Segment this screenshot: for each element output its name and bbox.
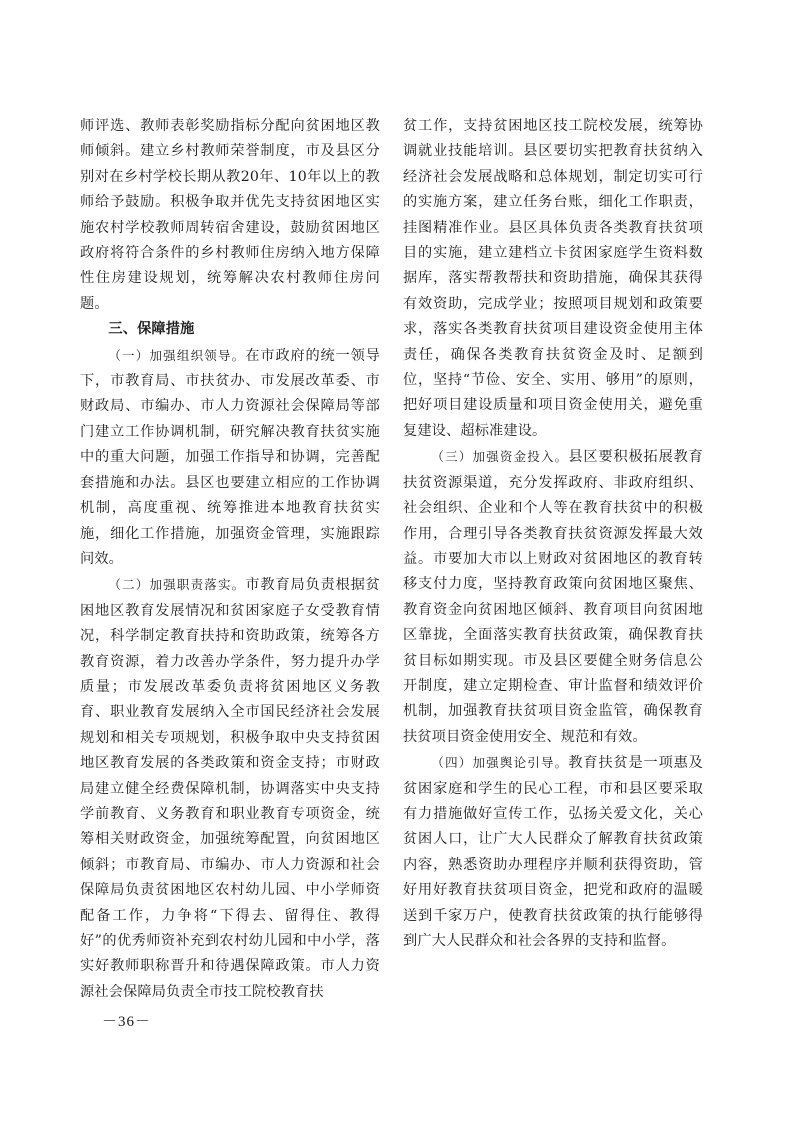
paragraph-body: 教育扶贫是一项惠及贫困家庭和学生的民心工程，市和县区要采取有力措施做好宣传工作，弘扬关爱文化，关心贫困人口，让广大人民群众了解教育扶贫政策内容，熟悉资助办理程序并顺利获得资助，管好用好教育扶贫项目资金，把党和政府的温暖送到千家万户，使教育扶贫政策的执行能够得到广大人民群众和社会各界的支持和监督。 xyxy=(403,755,703,949)
paragraph: 贫工作，支持贫困地区技工院校发展，统筹协调就业技能培训。县区要切实把教育扶贫纳入经济社会发展战略和总体规划，制定切实可行的实施方案，建立任务台账，细化工作职责，挂图精准作业。县区具体负责各类教育扶贫项目的实施，建立建档立卡贫困家庭学生资料数据库，落实帮教帮扶和资助措施，确保其获得有效资助，完成学业；按照项目规划和政策要求，落实各类教育扶贫项目建设资金使用主体责任，确保各类教育扶贫资金及时、足额到位，坚持“节俭、安全、实用、够用”的原则，把好项目建设质量和项目资金使用关，避免重复建设、超标准建设。 xyxy=(403,118,703,439)
right-column xyxy=(403,114,703,954)
subsection-title: （二）加强职责落实。 xyxy=(108,577,246,593)
paragraph xyxy=(403,444,703,750)
paragraph-body: 市教育局负责根据贫困地区教育发展情况和贫困家庭子女受教育情况，科学制定教育扶持和资助政策，统筹各方教育资源，着力改善办学条件，努力提升办学质量；市发展改革委负责将贫困地区义务教育、职业教育发展纳入全市国民经济社会发展规划和相关专项规划，积极争取中央支持贫困地区教育发展的各类政策和资金支持；市财政局建立健全经费保障机制，协调落实中央支持学前教育、义务教育和职业教育专项资金，统筹相关财政资金，加强统筹配置，向贫困地区倾斜；市教育局、市编办、市人力资源和社会保障局负责贫困地区农村幼儿园、中小学师资配备工作，力争将“下得去、留得住、教得好”的优秀师资补充到农村幼儿园和中小学，落实好教师职称晋升和待遇保障政策。市人力资源社会保障局负责全市技工院校教育扶 xyxy=(80,577,380,1000)
paragraph: 师评选、教师表彰奖励指标分配向贫困地区教师倾斜。建立乡村教师荣誉制度，市及县区分别对在乡村学校长期从教20年、10年以上的教师给予鼓励。积极争取并优先支持贫困地区实施农村学校教师周转宿舍建设，鼓励贫困地区政府将符合条件的乡村教师住房纳入地方保障性住房建设规划，统筹解决农村教师住房问题。 xyxy=(80,118,380,312)
paragraph-body: 县区要积极拓展教育扶贫资源渠道，充分发挥政府、非政府组织、社会组织、企业和个人等在教育扶贫中的积极作用，合理引导各类教育扶贫资源发挥最大效益。市要加大市以上财政对贫困地区的教育转移支付力度，坚持教育政策向贫困地区聚焦、教育资金向贫困地区倾斜、教育项目向贫困地区靠拢，全面落实教育扶贫政策，确保教育扶贫目标如期实现。市及县区要健全财务信息公开制度，建立定期检查、审计监督和绩效评价机制，加强教育扶贫项目资金监管，确保教育扶贫项目资金使用安全、规范和有效。 xyxy=(403,449,703,745)
page-number: －36－ xyxy=(102,1014,152,1030)
left-column xyxy=(80,114,380,1005)
paragraph xyxy=(80,343,380,573)
section-heading: 三、保障措施 xyxy=(108,321,195,338)
subsection-title: （四）加强舆论引导。 xyxy=(431,755,569,771)
paragraph xyxy=(403,750,703,954)
subsection-title: （三）加强资金投入。 xyxy=(431,449,569,465)
paragraph-body: 在市政府的统一领导下，市教育局、市扶贫办、市发展改革委、市财政局、市编办、市人力资源社会保障局等部门建立工作协调机制，研究解决教育扶贫实施中的重大问题，加强工作指导和协调，完善配套措施和办法。县区也要建立相应的工作协调机制，高度重视、统筹推进本地教育扶贫实施，细化工作措施，加强资金管理，实施跟踪问效。 xyxy=(80,347,380,567)
paragraph xyxy=(80,572,380,1005)
subsection-title: （一）加强组织领导。 xyxy=(108,347,246,363)
